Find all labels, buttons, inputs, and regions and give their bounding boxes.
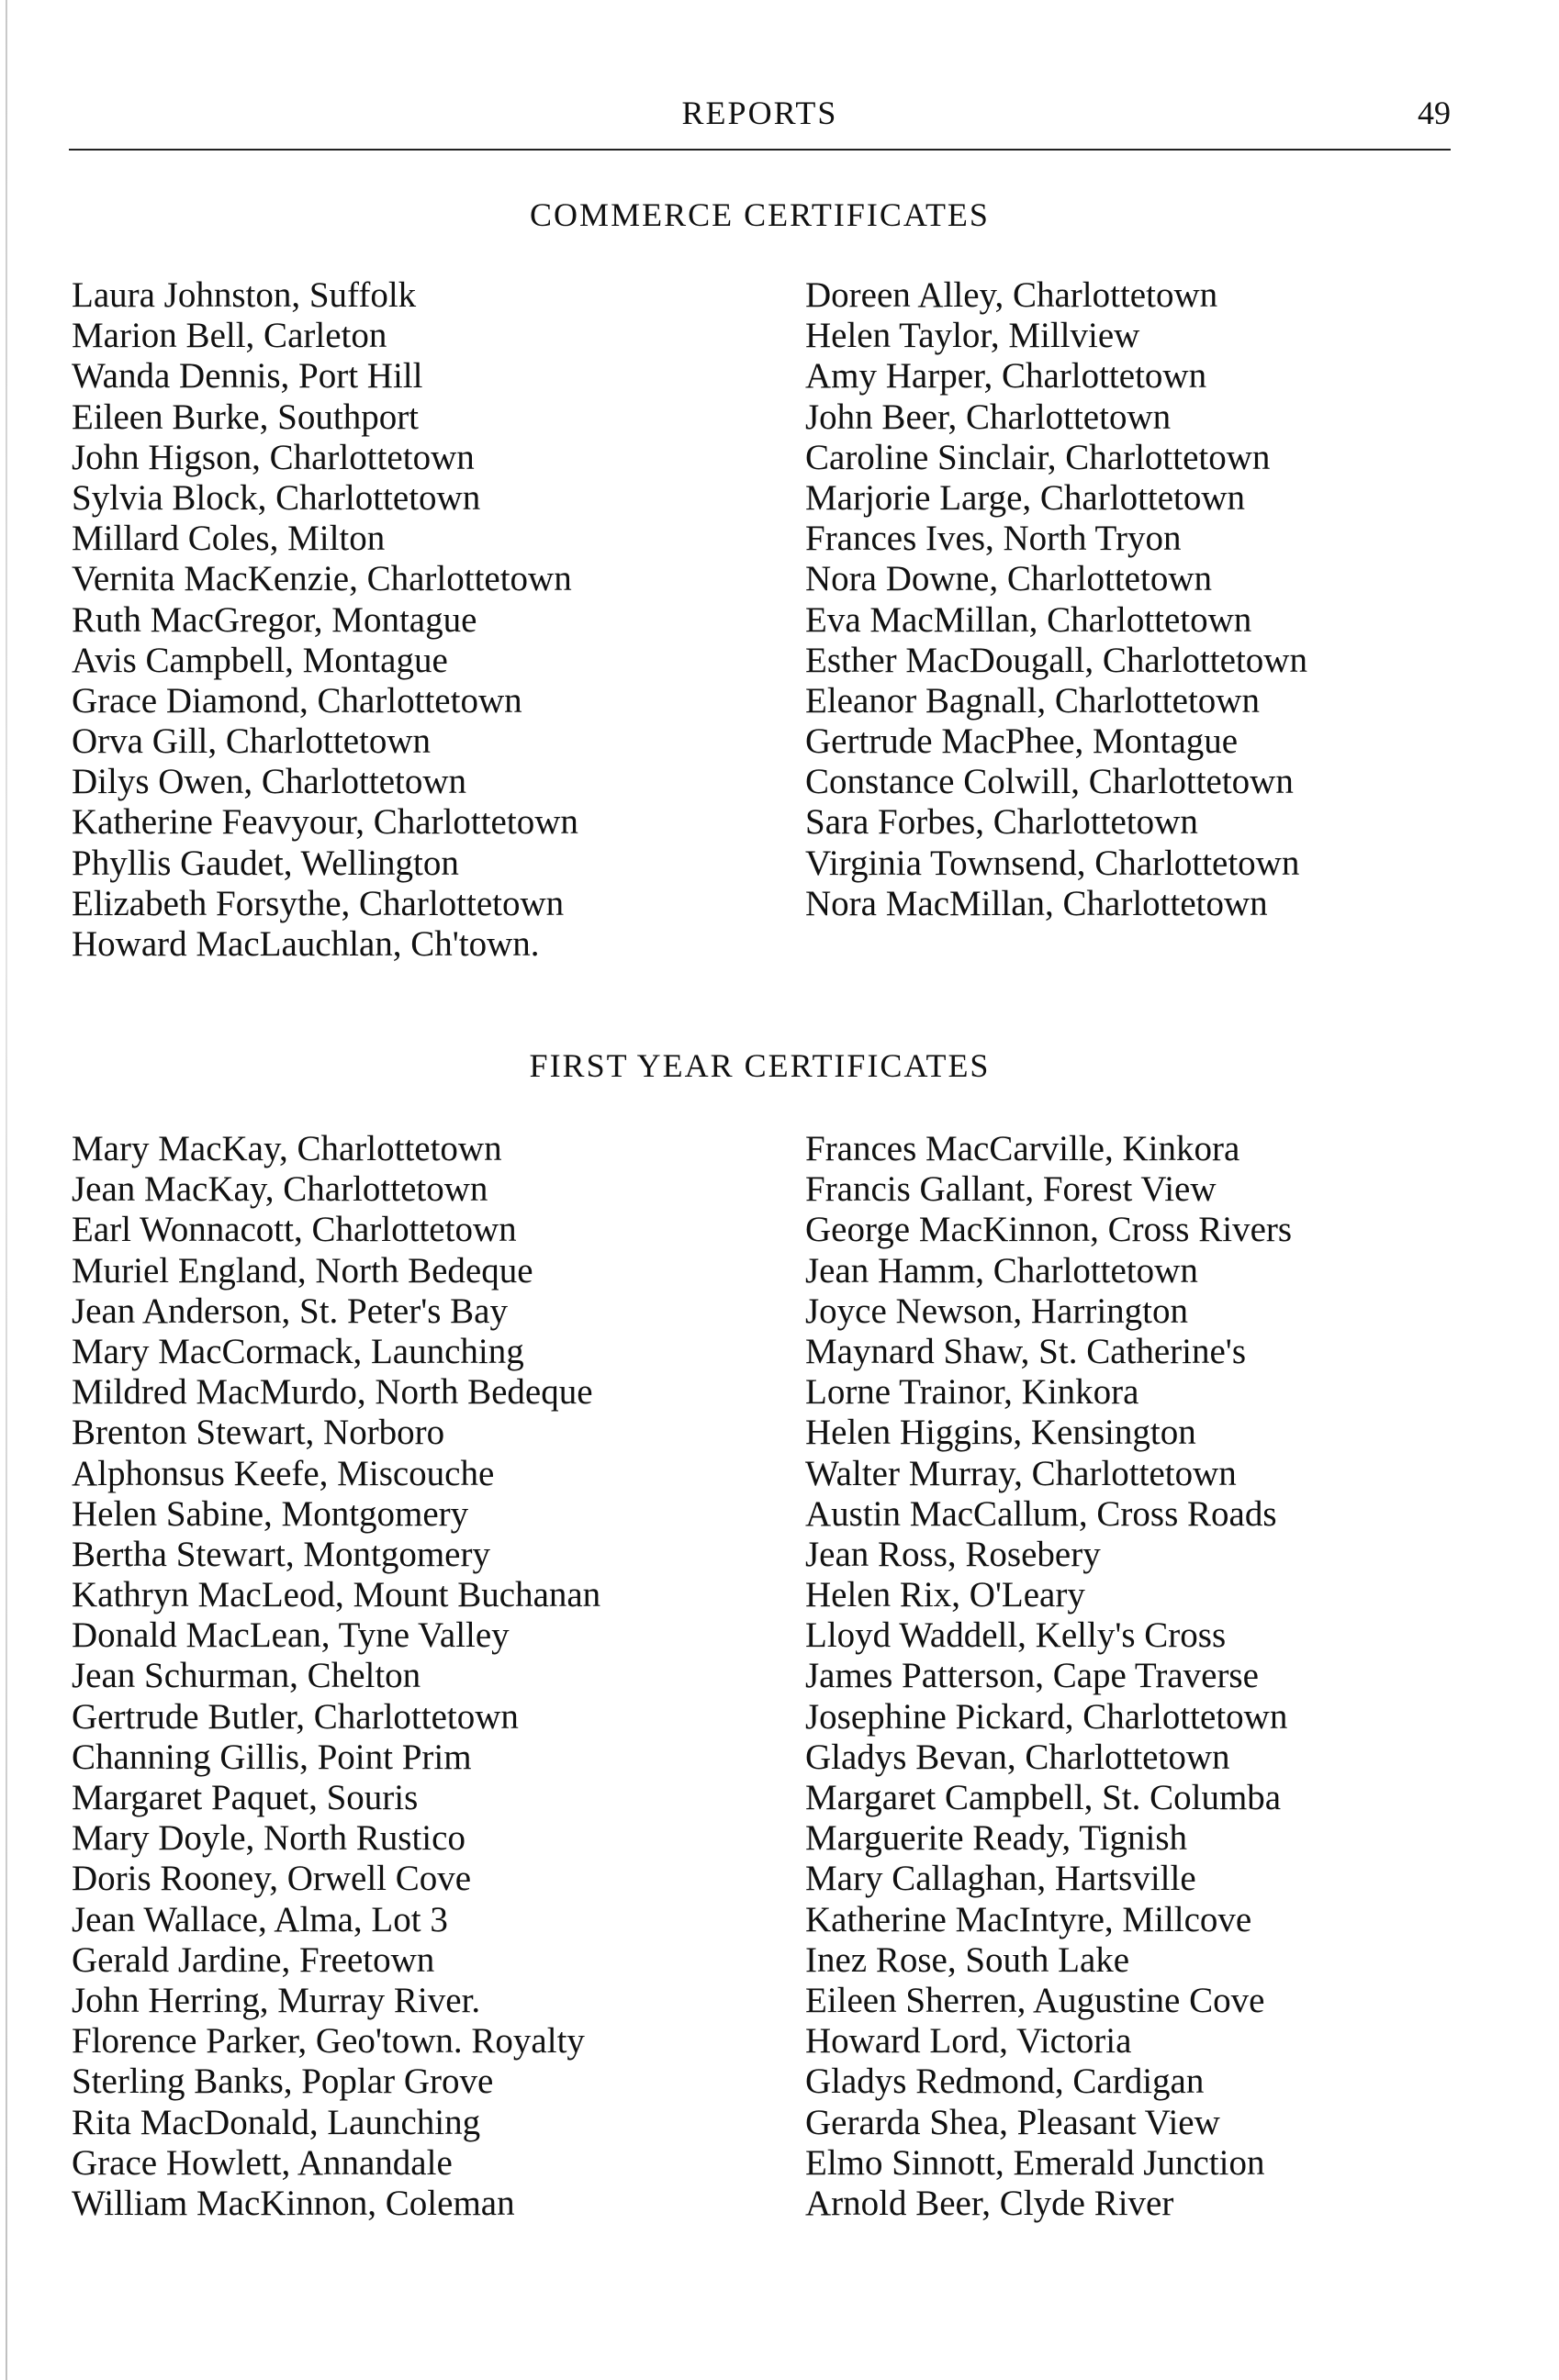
list-item: Amy Harper, Charlottetown [805, 356, 1207, 397]
list-item: Jean Wallace, Alma, Lot 3 [72, 1899, 448, 1939]
list-item: Arnold Beer, Clyde River [805, 2183, 1174, 2223]
list-item: Wanda Dennis, Port Hill [72, 356, 423, 397]
list-item: Inez Rose, South Lake [805, 1939, 1130, 1980]
list-item: John Higson, Charlottetown [72, 437, 475, 477]
list-item: Florence Parker, Geo'town. Royalty [72, 2021, 585, 2062]
list-item: Walter Murray, Charlottetown [805, 1453, 1237, 1493]
page-edge [6, 0, 7, 2380]
list-item: John Beer, Charlottetown [805, 397, 1172, 437]
list-item: Joyce Newson, Harrington [805, 1291, 1188, 1331]
list-item: Eleanor Bagnall, Charlottetown [805, 680, 1260, 721]
list-item: Sara Forbes, Charlottetown [805, 802, 1198, 843]
list-item: Jean Schurman, Chelton [72, 1656, 421, 1696]
running-head [69, 92, 1451, 138]
list-item: Mildred MacMurdo, North Bedeque [72, 1372, 593, 1413]
list-item: Jean Ross, Rosebery [805, 1534, 1101, 1574]
list-item: Vernita MacKenzie, Charlottetown [72, 559, 572, 599]
first-year-certificates-heading: FIRST YEAR CERTIFICATES [529, 1047, 991, 1084]
list-item: Grace Diamond, Charlottetown [72, 680, 522, 721]
list-item: Katherine MacIntyre, Millcove [805, 1899, 1252, 1939]
list-item: Mary Callaghan, Hartsville [805, 1859, 1196, 1899]
commerce-certificates-heading: COMMERCE CERTIFICATES [530, 196, 990, 233]
list-item: Eileen Burke, Southport [72, 397, 420, 437]
list-item: Ruth MacGregor, Montague [72, 599, 477, 640]
list-item: Francis Gallant, Forest View [805, 1169, 1217, 1210]
list-item: Mary MacCormack, Launching [72, 1331, 524, 1371]
list-item: Laura Johnston, Suffolk [72, 275, 417, 315]
list-item: John Herring, Murray River. [72, 1980, 481, 2020]
list-item: Eva MacMillan, Charlottetown [805, 599, 1252, 640]
header-rule [69, 149, 1451, 151]
list-item: Orva Gill, Charlottetown [72, 721, 432, 762]
list-item: Helen Rix, O'Leary [805, 1575, 1085, 1615]
list-item: Rita MacDonald, Launching [72, 2102, 481, 2142]
list-item: Lloyd Waddell, Kelly's Cross [805, 1615, 1227, 1656]
list-item: Lorne Trainor, Kinkora [805, 1372, 1139, 1413]
commerce-left-column [72, 275, 578, 965]
list-item: Josephine Pickard, Charlottetown [805, 1696, 1288, 1737]
list-item: Kathryn MacLeod, Mount Buchanan [72, 1575, 601, 1615]
list-item: Sterling Banks, Poplar Grove [72, 2062, 494, 2102]
list-item: Brenton Stewart, Norboro [72, 1413, 445, 1453]
list-item: Donald MacLean, Tyne Valley [72, 1615, 510, 1656]
list-item: Esther MacDougall, Charlottetown [805, 640, 1307, 680]
list-item: Jean Hamm, Charlottetown [805, 1250, 1198, 1291]
list-item: Howard Lord, Victoria [805, 2021, 1132, 2062]
list-item: Margaret Campbell, St. Columba [805, 1778, 1282, 1817]
list-item: Gladys Bevan, Charlottetown [805, 1737, 1230, 1777]
list-item: Helen Higgins, Kensington [805, 1413, 1196, 1453]
list-item: Gladys Redmond, Cardigan [805, 2062, 1205, 2102]
list-item: Eileen Sherren, Augustine Cove [805, 1980, 1265, 2020]
list-item: Mary Doyle, North Rustico [72, 1818, 465, 1859]
list-item: Jean Anderson, St. Peter's Bay [72, 1291, 508, 1331]
list-item: Marguerite Ready, Tignish [805, 1818, 1187, 1859]
list-item: Bertha Stewart, Montgomery [72, 1534, 490, 1574]
list-item: Channing Gillis, Point Prim [72, 1737, 472, 1777]
list-item: Gertrude MacPhee, Montague [805, 721, 1239, 762]
list-item: William MacKinnon, Coleman [72, 2183, 515, 2223]
list-item: Doreen Alley, Charlottetown [805, 275, 1218, 315]
list-item: Nora MacMillan, Charlottetown [805, 883, 1268, 923]
list-item: Frances MacCarville, Kinkora [805, 1129, 1240, 1168]
list-item: Helen Taylor, Millview [805, 316, 1140, 356]
list-item: Mary MacKay, Charlottetown [72, 1129, 502, 1168]
list-item: George MacKinnon, Cross Rivers [805, 1210, 1293, 1250]
list-item: Earl Wonnacott, Charlottetown [72, 1210, 517, 1250]
commerce-right-column [805, 275, 1307, 924]
list-item: Austin MacCallum, Cross Roads [805, 1493, 1277, 1534]
list-item: Jean MacKay, Charlottetown [72, 1169, 488, 1210]
running-title: REPORTS [681, 95, 838, 131]
list-item: James Patterson, Cape Traverse [805, 1656, 1259, 1696]
first-year-left-column [72, 1129, 600, 2224]
list-item: Gerald Jardine, Freetown [72, 1939, 435, 1980]
list-item: Doris Rooney, Orwell Cove [72, 1859, 472, 1899]
list-item: Helen Sabine, Montgomery [72, 1493, 469, 1534]
list-item: Constance Colwill, Charlottetown [805, 762, 1294, 802]
list-item: Katherine Feavyour, Charlottetown [72, 802, 578, 843]
list-item: Gerarda Shea, Pleasant View [805, 2102, 1220, 2142]
list-item: Caroline Sinclair, Charlottetown [805, 437, 1271, 477]
list-item: Virginia Townsend, Charlottetown [805, 843, 1300, 883]
list-item: Phyllis Gaudet, Wellington [72, 843, 459, 883]
list-item: Muriel England, North Bedeque [72, 1250, 533, 1291]
list-item: Marion Bell, Carleton [72, 316, 387, 356]
list-item: Nora Downe, Charlottetown [805, 559, 1212, 599]
list-item: Avis Campbell, Montague [72, 640, 448, 680]
list-item: Dilys Owen, Charlottetown [72, 762, 467, 802]
list-item: Elmo Sinnott, Emerald Junction [805, 2142, 1265, 2183]
page-number: 49 [1418, 95, 1451, 131]
list-item: Frances Ives, North Tryon [805, 519, 1182, 559]
list-item: Howard MacLauchlan, Ch'town. [72, 924, 540, 964]
list-item: Millard Coles, Milton [72, 519, 386, 559]
list-item: Elizabeth Forsythe, Charlottetown [72, 883, 565, 923]
list-item: Maynard Shaw, St. Catherine's [805, 1331, 1246, 1371]
list-item: Sylvia Block, Charlottetown [72, 477, 481, 518]
list-item: Margaret Paquet, Souris [72, 1778, 419, 1817]
list-item: Grace Howlett, Annandale [72, 2142, 453, 2183]
list-item: Gertrude Butler, Charlottetown [72, 1696, 519, 1737]
list-item: Alphonsus Keefe, Miscouche [72, 1453, 495, 1493]
first-year-right-column [805, 1129, 1292, 2224]
list-item: Marjorie Large, Charlottetown [805, 477, 1246, 518]
